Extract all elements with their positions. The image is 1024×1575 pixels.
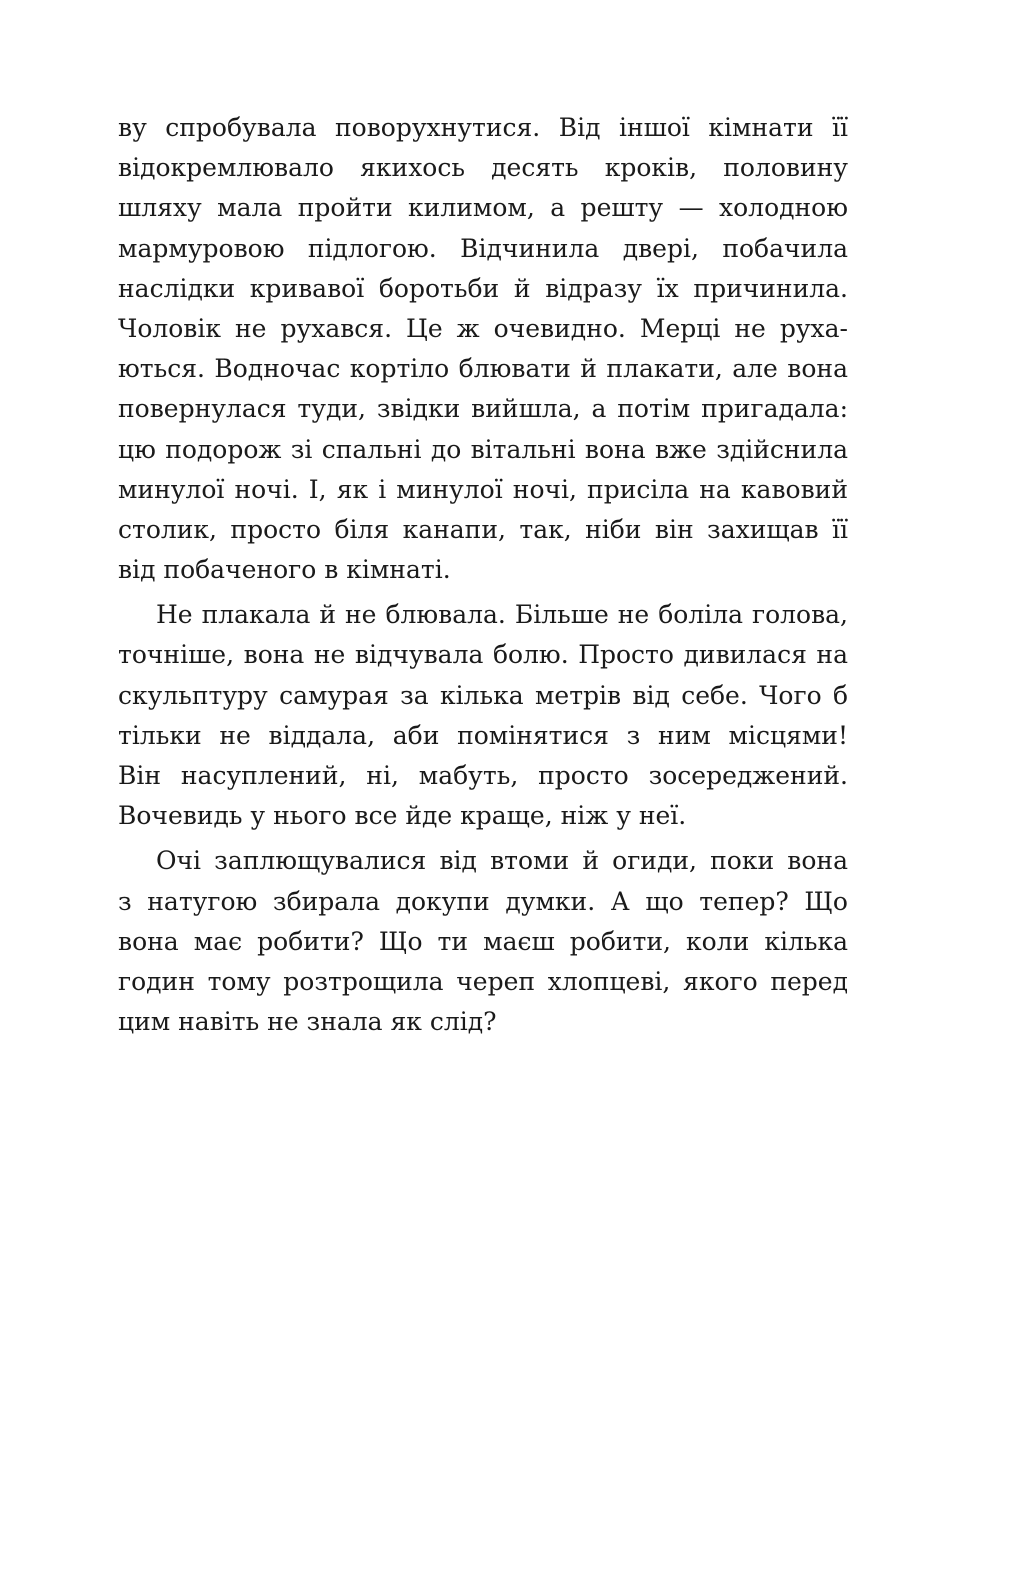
text-line: шляху мала пройти килимом, а решту — холодною: [118, 193, 848, 223]
text-line: з натугою збирала докупи думки. А що тепер? Що: [118, 886, 848, 916]
text-line: наслідки кривавої боротьби й відразу їх причинила.: [118, 273, 848, 303]
text-line: відокремлювало якихось десять кроків, половину: [118, 153, 848, 183]
text-line: Не плакала й не блювала. Більше не боліла голова,: [156, 600, 848, 630]
text-line: скульптуру самурая за кілька метрів від себе. Чого б: [118, 680, 848, 710]
text-line: минулої ночі. І, як і минулої ночі, присіла на кавовий: [118, 474, 848, 504]
text-line: Чоловік не рухався. Це ж очевидно. Мерці не руха-: [118, 313, 848, 343]
text-line: столик, просто біля канапи, так, ніби він захищав її: [118, 514, 848, 544]
text-line: повернулася туди, звідки вийшла, а потім пригадала:: [118, 394, 848, 424]
text-line: цю подорож зі спальні до вітальні вона вже здійснила: [118, 434, 848, 464]
text-line: ються. Водночас кортіло блювати й плакати, але вона: [118, 354, 848, 384]
paragraph-3: [118, 841, 848, 1042]
body-text: [118, 108, 848, 1042]
text-line: Він насуплений, ні, мабуть, просто зосереджений.: [118, 761, 848, 790]
text-line: цим навіть не знала як слід?: [118, 1007, 497, 1037]
text-line: від побаченого в кімнаті.: [118, 555, 451, 585]
text-line: вона має робити? Що ти маєш робити, коли кілька: [118, 926, 848, 956]
paragraph-1: [118, 108, 848, 590]
text-line: годин тому розтрощила череп хлопцеві, якого перед: [118, 966, 848, 996]
text-line: мармуровою підлогою. Відчинила двері, побачила: [118, 233, 848, 263]
paragraph-2: [118, 595, 848, 836]
text-line: тільки не віддала, аби помінятися з ним місцями!: [118, 720, 848, 750]
text-line: Вочевидь у нього все йде краще, ніж у неї.: [118, 801, 687, 831]
text-line: Очі заплющувалися від втоми й огиди, поки вона: [156, 846, 848, 876]
text-line: точніше, вона не відчувала болю. Просто дивилася на: [118, 640, 848, 670]
text-line: ву спробувала поворухнутися. Від іншої кімнати її: [118, 113, 848, 142]
